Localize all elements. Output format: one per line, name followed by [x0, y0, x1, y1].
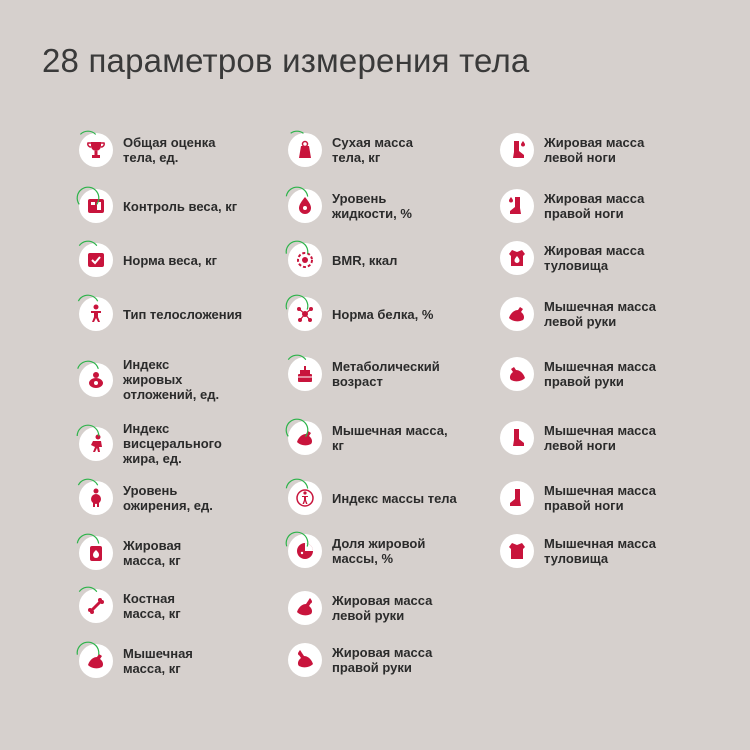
parameter-label: Жировая масса левой ноги: [544, 135, 645, 165]
parameter-item: [79, 536, 181, 570]
parameter-label: Индекс массы тела: [332, 490, 457, 506]
torso-muscle-icon: [505, 539, 529, 563]
parameter-badge: [500, 297, 534, 331]
right-arm-fat-icon: [293, 648, 317, 672]
left-arm-fat-icon: [293, 596, 317, 620]
parameter-item: [79, 644, 193, 678]
parameter-label: Доля жировой массы, %: [332, 536, 426, 566]
parameter-label: Тип телосложения: [123, 306, 243, 322]
parameter-label: Мышечная масса, кг: [123, 646, 193, 676]
progress-ring: [285, 478, 309, 502]
parameter-item: [288, 133, 413, 167]
torso-fat-icon: [505, 246, 529, 270]
parameter-badge: [288, 297, 322, 331]
parameter-badge: [500, 534, 534, 568]
parameter-label: Жировая масса левой руки: [332, 593, 433, 623]
progress-ring: [76, 586, 100, 610]
left-leg-fat-icon: [505, 138, 529, 162]
parameter-item: [79, 133, 215, 167]
parameter-badge: [500, 133, 534, 167]
progress-ring: [76, 186, 100, 210]
parameter-label: Уровень ожирения, ед.: [123, 483, 213, 513]
parameter-label: Жировая масса, кг: [123, 538, 182, 568]
parameter-item: [288, 189, 412, 223]
progress-ring: [76, 130, 100, 154]
parameter-label: Индекс висцерального жира, ед.: [123, 421, 222, 466]
progress-ring: [76, 240, 100, 264]
parameter-item: [288, 357, 440, 391]
parameter-label: Жировая масса туловища: [544, 243, 645, 273]
parameter-badge: [79, 363, 113, 397]
parameter-label: Контроль веса, кг: [123, 198, 238, 214]
progress-ring: [76, 294, 100, 318]
progress-ring: [285, 130, 309, 154]
parameter-item: [288, 297, 433, 331]
parameter-label: Сухая масса тела, кг: [332, 135, 413, 165]
parameter-item: [500, 133, 644, 167]
parameter-badge: [79, 133, 113, 167]
parameter-label: Мышечная масса правой руки: [544, 359, 657, 389]
parameter-item: [500, 241, 644, 275]
progress-ring: [285, 186, 309, 210]
parameter-label: Мышечная масса левой руки: [544, 299, 657, 329]
parameter-label: Уровень жидкости, %: [332, 191, 412, 221]
parameter-item: [79, 297, 242, 331]
right-leg-muscle-icon: [505, 486, 529, 510]
parameter-badge: [79, 589, 113, 623]
parameter-item: [288, 243, 397, 277]
parameter-badge: [79, 644, 113, 678]
parameter-label: Костная масса, кг: [123, 591, 181, 621]
parameter-label: Индекс жировых отложений, ед.: [123, 357, 220, 402]
parameter-item: [288, 421, 448, 455]
parameter-item: [79, 189, 237, 223]
parameter-item: [500, 481, 656, 515]
progress-ring: [285, 294, 309, 318]
progress-ring: [76, 478, 100, 502]
parameter-badge: [500, 189, 534, 223]
parameter-badge: [288, 534, 322, 568]
progress-ring: [285, 354, 309, 378]
parameter-badge: [500, 481, 534, 515]
left-leg-muscle-icon: [505, 426, 529, 450]
parameter-label: Метаболический возраст: [332, 359, 440, 389]
parameter-badge: [500, 421, 534, 455]
progress-ring: [76, 641, 100, 665]
parameter-label: BMR, ккал: [332, 252, 398, 268]
parameter-label: Мышечная масса левой ноги: [544, 423, 657, 453]
progress-ring: [76, 533, 100, 557]
progress-ring: [76, 424, 100, 448]
parameter-label: Норма веса, кг: [123, 252, 218, 268]
progress-ring: [76, 360, 100, 384]
parameter-item: [500, 534, 656, 568]
parameter-item: [288, 534, 425, 568]
left-arm-muscle-icon: [505, 302, 529, 326]
parameter-badge: [288, 133, 322, 167]
parameter-badge: [288, 481, 322, 515]
progress-ring: [285, 418, 309, 442]
parameter-label: Мышечная масса туловища: [544, 536, 657, 566]
parameter-item: [79, 589, 181, 623]
parameter-label: Общая оценка тела, ед.: [123, 135, 216, 165]
parameter-badge: [500, 241, 534, 275]
parameter-badge: [288, 243, 322, 277]
parameter-badge: [288, 591, 322, 625]
page-title: 28 параметров измерения тела: [42, 42, 530, 79]
parameter-label: Мышечная масса правой ноги: [544, 483, 657, 513]
parameter-item: [288, 643, 432, 677]
parameter-item: [79, 357, 219, 402]
parameter-item: [500, 297, 656, 331]
parameter-badge: [288, 357, 322, 391]
parameter-badge: [500, 357, 534, 391]
parameter-badge: [288, 421, 322, 455]
progress-ring: [285, 240, 309, 264]
parameter-item: [500, 189, 644, 223]
right-leg-fat-icon: [505, 194, 529, 218]
progress-ring: [285, 531, 309, 555]
parameter-item: [79, 421, 222, 466]
parameter-badge: [79, 536, 113, 570]
parameter-label: Жировая масса правой ноги: [544, 191, 645, 221]
parameter-label: Норма белка, %: [332, 306, 434, 322]
parameter-badge: [79, 481, 113, 515]
parameter-item: [288, 591, 432, 625]
parameter-label: Мышечная масса, кг: [332, 423, 448, 453]
parameter-item: [79, 243, 217, 277]
parameter-badge: [79, 243, 113, 277]
parameter-item: [500, 421, 656, 455]
parameter-badge: [288, 189, 322, 223]
parameter-badge: [79, 427, 113, 461]
parameter-badge: [288, 643, 322, 677]
right-arm-muscle-icon: [505, 362, 529, 386]
parameter-label: Жировая масса правой руки: [332, 645, 433, 675]
parameter-badge: [79, 297, 113, 331]
parameter-item: [79, 481, 213, 515]
parameter-badge: [79, 189, 113, 223]
parameter-item: [288, 481, 457, 515]
parameter-item: [500, 357, 656, 391]
